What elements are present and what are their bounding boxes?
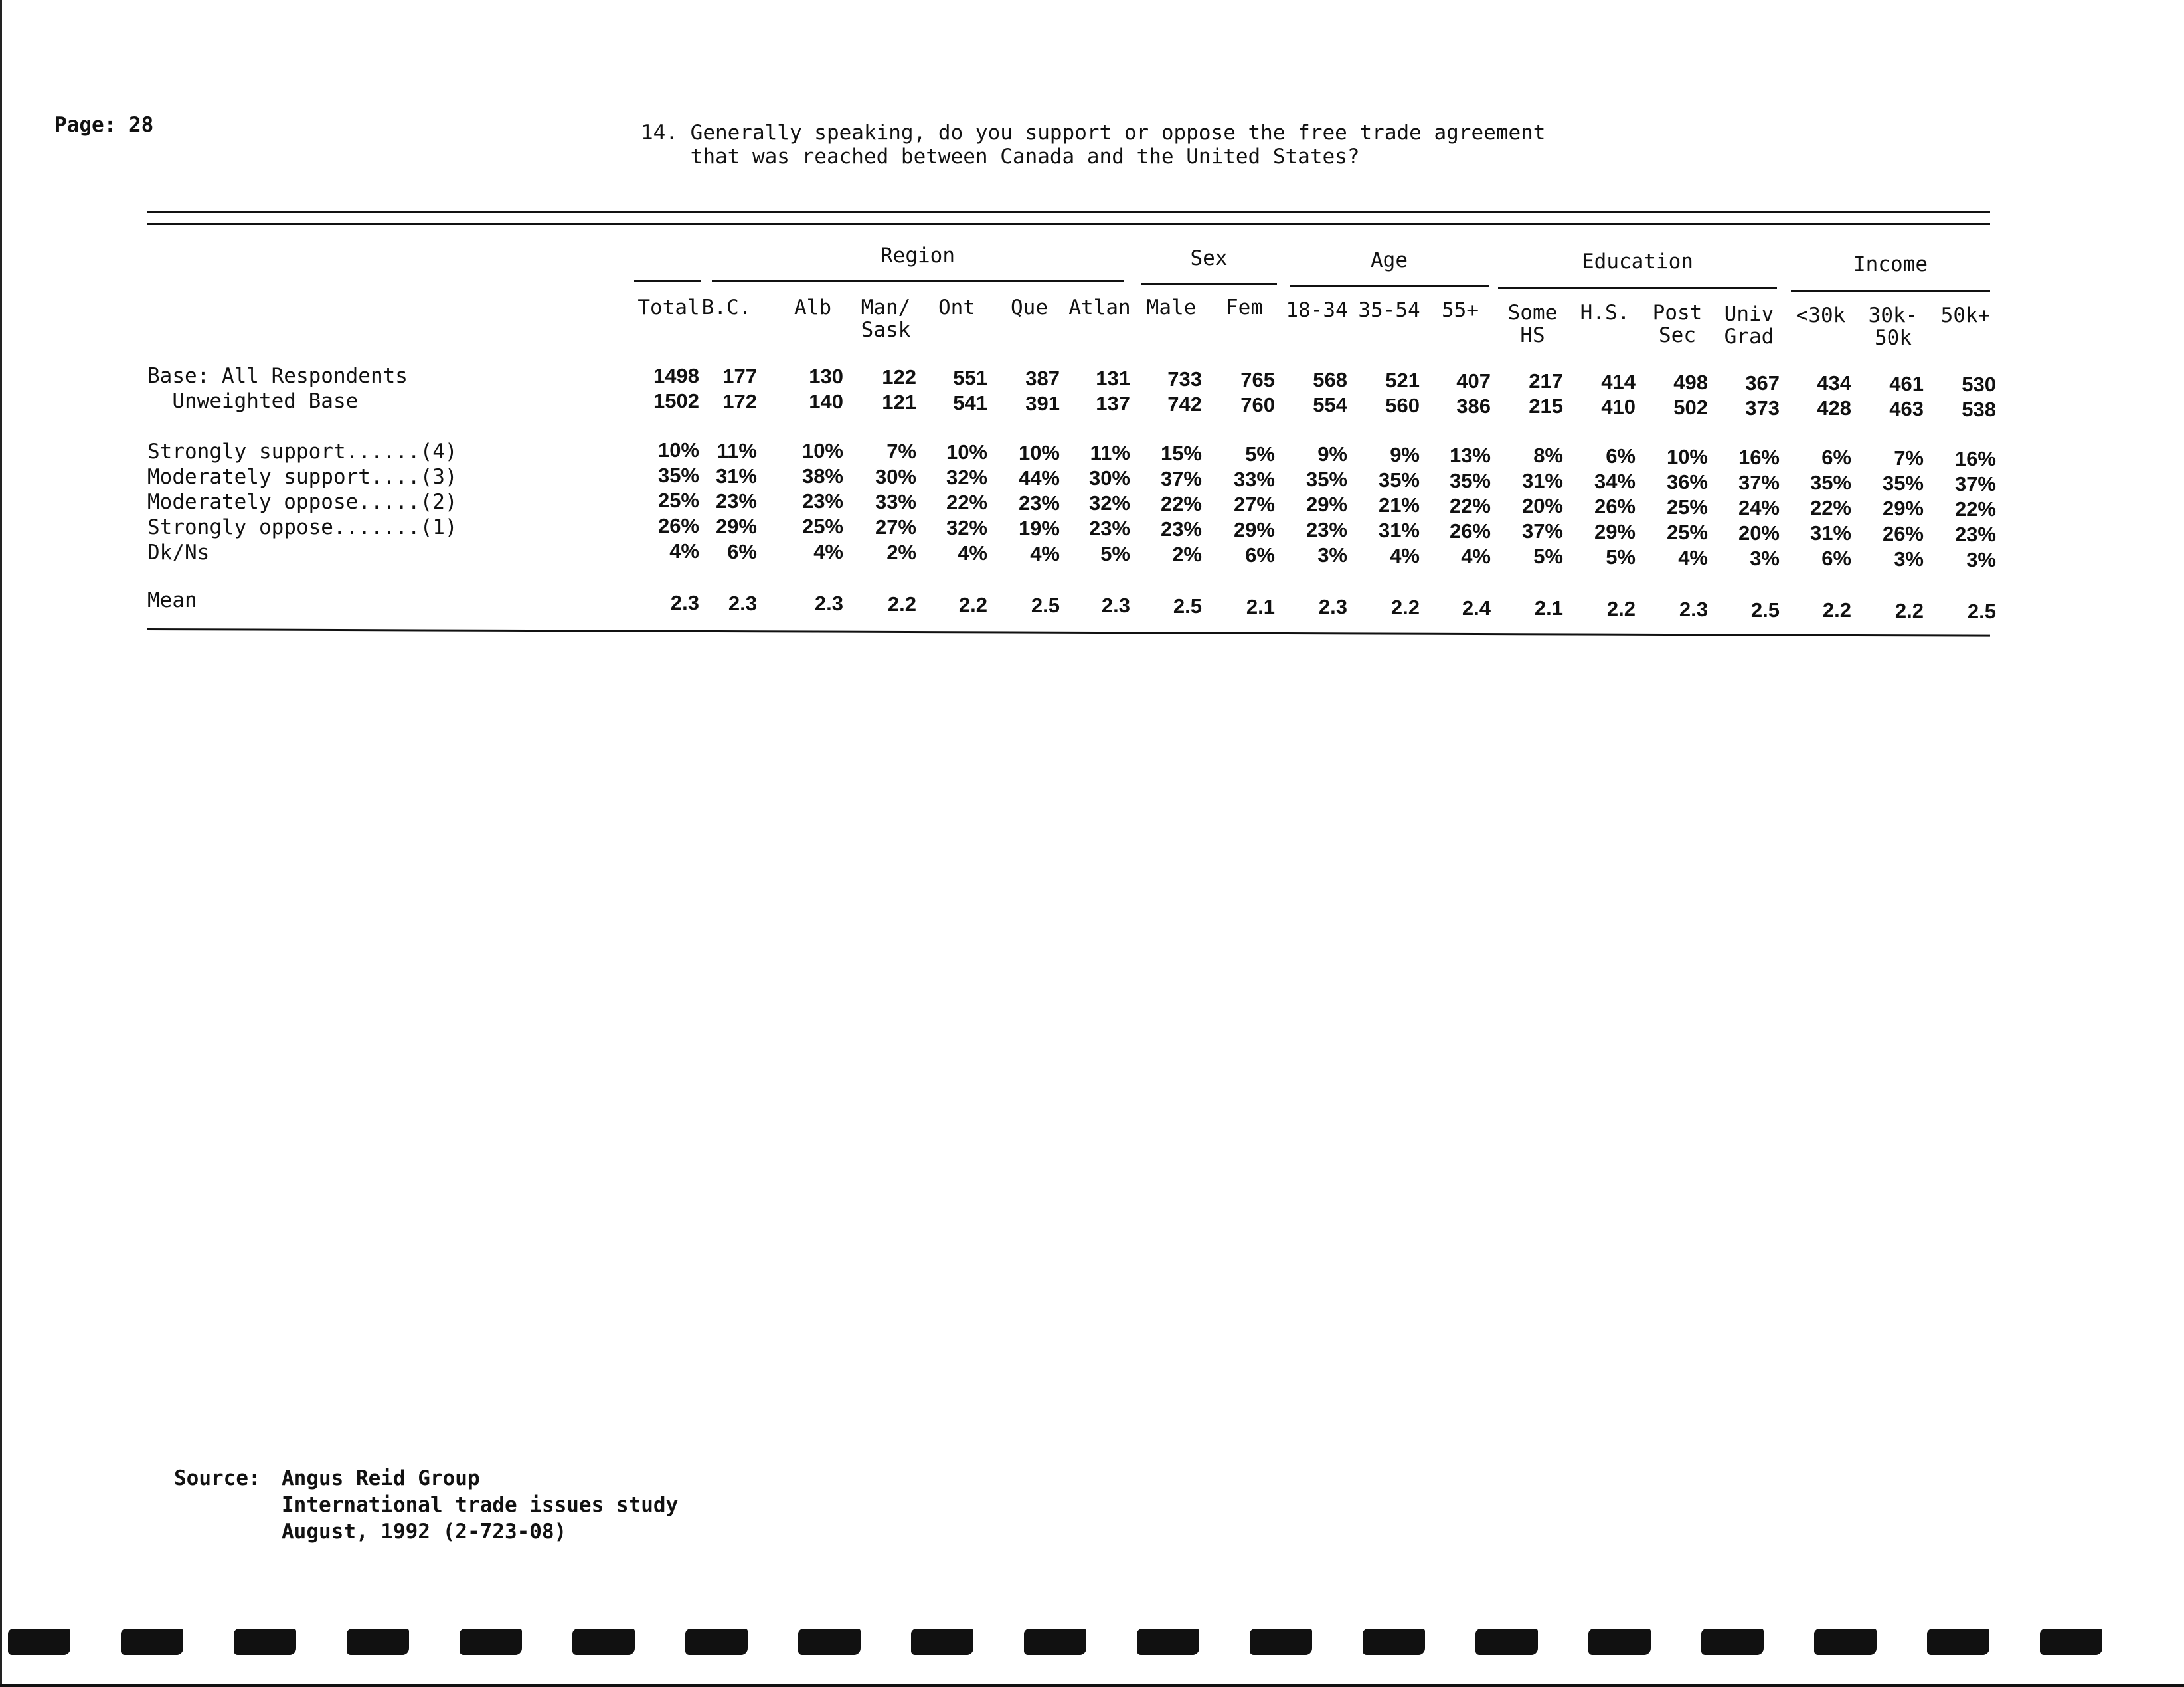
table-cell: 32% [1088, 491, 1130, 515]
binder-mark [234, 1629, 296, 1655]
column-header [1569, 302, 1641, 324]
table-cell: 407 [1456, 369, 1491, 393]
table-cell: 177 [722, 364, 757, 388]
group-header-region: Region [881, 244, 955, 268]
table-cell: 2.2 [887, 592, 916, 616]
table-cell: 37% [1954, 472, 1996, 495]
table-cell: 23% [715, 489, 757, 513]
table-cell: 23% [1018, 491, 1060, 515]
table-cell: 2.2 [1606, 597, 1636, 621]
column-header-line-1: Ont [938, 296, 975, 319]
column-header-line-1: 55+ [1442, 298, 1479, 322]
table-cell: 2.5 [1031, 593, 1060, 617]
group-header-age: Age [1371, 248, 1408, 272]
table-cell: 7% [886, 440, 916, 464]
column-header [1064, 296, 1135, 319]
table-cell: 27% [1233, 492, 1275, 516]
column-header-line-1: Man/ [861, 296, 911, 319]
column-header [850, 296, 922, 341]
column-header-line-2: 50k [1875, 326, 1912, 350]
table-cell: 31% [715, 464, 757, 488]
table-cell: 4% [1678, 545, 1708, 569]
table-cell: 428 [1817, 397, 1851, 420]
table-cell: 217 [1529, 369, 1563, 393]
binder-marks [0, 1629, 2184, 1662]
table-cell: 29% [1882, 496, 1924, 520]
column-header-line-1: Atlan [1068, 296, 1131, 319]
table-cell: 35% [1449, 468, 1491, 492]
table-cell: 23% [801, 489, 843, 513]
table-cell: 31% [1809, 521, 1851, 545]
row-label-moderately-oppose: Moderately oppose.....(2) [147, 490, 458, 514]
table-cell: 3% [1317, 543, 1347, 567]
table-cell: 2.3 [728, 591, 757, 615]
table-cell: 498 [1673, 370, 1708, 394]
column-header-line-2: HS [1520, 323, 1545, 347]
table-cell: 21% [1378, 493, 1420, 517]
table-cell: 2.5 [1750, 598, 1780, 622]
column-header-line-2: Sask [861, 318, 911, 342]
table-cell: 10% [657, 438, 699, 462]
table-cell: 10% [801, 439, 843, 463]
column-header-line-2: Grad [1724, 325, 1774, 349]
group-underline-income [1791, 290, 1990, 292]
table-cell: 2.2 [1894, 598, 1924, 622]
table-cell: 2.3 [1101, 594, 1130, 618]
table-cell: 32% [946, 465, 987, 489]
table-cell: 463 [1889, 397, 1924, 420]
column-header-line-1: 35-54 [1358, 298, 1420, 322]
column-header [993, 296, 1065, 319]
table-cell: 8% [1533, 444, 1563, 468]
table-cell: 172 [722, 389, 757, 413]
table-cell: 5% [1100, 542, 1130, 566]
column-header-line-2: Sec [1659, 323, 1696, 347]
table-cell: 121 [882, 391, 916, 414]
table-cell: 37% [1160, 466, 1202, 490]
group-header-sex: Sex [1190, 246, 1228, 270]
table-cell: 16% [1738, 445, 1780, 469]
table-cell: 2.2 [1390, 596, 1420, 620]
table-cell: 38% [801, 464, 843, 488]
table-cell: 7% [1894, 446, 1924, 470]
table-cell: 1498 [653, 364, 699, 387]
table-cell: 16% [1954, 446, 1996, 470]
table-cell: 4% [813, 540, 843, 564]
table-cell: 29% [715, 514, 757, 538]
table-cell: 2.4 [1462, 596, 1491, 620]
group-underline-age [1290, 285, 1489, 287]
column-header [1424, 299, 1496, 321]
column-header [1281, 299, 1353, 321]
table-cell: 131 [1096, 367, 1130, 391]
table-cell: 5% [1533, 545, 1563, 569]
page-number: Page: 28 [54, 113, 154, 137]
table-cell: 2.3 [1679, 597, 1708, 621]
source-line-1: Angus Reid Group [282, 1466, 480, 1490]
table-cell: 35% [1378, 468, 1420, 492]
binder-mark [685, 1629, 748, 1655]
binder-mark [798, 1629, 861, 1655]
table-cell: 2.2 [1822, 598, 1851, 622]
binder-mark [1701, 1629, 1764, 1655]
table-cell: 541 [953, 391, 987, 414]
table-cell: 554 [1313, 393, 1347, 417]
table-cell: 2.1 [1534, 596, 1563, 620]
source-line-2: International trade issues study [282, 1493, 679, 1517]
table-cell: 733 [1167, 367, 1202, 391]
table-cell: 35% [1809, 471, 1851, 495]
table-cell: 22% [1954, 497, 1996, 521]
table-cell: 3% [1894, 547, 1924, 571]
column-header-line-1: <30k [1796, 304, 1846, 327]
table-cell: 391 [1025, 391, 1060, 415]
row-label-strongly-oppose: Strongly oppose.......(1) [147, 515, 458, 539]
group-header-income: Income [1853, 252, 1928, 276]
table-cell: 2.5 [1967, 599, 1996, 623]
row-label-base: Base: All Respondents [147, 364, 408, 388]
column-header [1641, 302, 1713, 347]
table-cell: 5% [1245, 442, 1275, 466]
table-cell: 2.3 [1318, 595, 1347, 619]
column-header-line-1: Post [1652, 301, 1703, 325]
table-cell: 6% [1821, 446, 1851, 470]
question-line-1: 14. Generally speaking, do you support or oppose the free trade agreement [641, 121, 1546, 145]
table-cell: 6% [1606, 444, 1636, 468]
table-cell: 35% [657, 464, 699, 487]
table-cell: 37% [1738, 470, 1780, 494]
source-label: Source: [174, 1466, 261, 1490]
table-cell: 25% [657, 489, 699, 512]
table-cell: 30% [875, 465, 916, 489]
table-cell: 26% [657, 514, 699, 537]
table-cell: 3% [1750, 546, 1780, 570]
table-cell: 25% [1666, 495, 1708, 519]
binder-mark [460, 1629, 522, 1655]
table-cell: 36% [1666, 470, 1708, 493]
table-cell: 6% [1245, 543, 1275, 567]
table-cell: 4% [958, 541, 987, 565]
table-cell: 10% [946, 440, 987, 464]
table-cell: 3% [1966, 547, 1996, 571]
column-header [1353, 299, 1425, 321]
binder-mark [1137, 1629, 1199, 1655]
column-header-line-1: Some [1507, 301, 1558, 325]
table-cell: 27% [875, 515, 916, 539]
table-cell: 387 [1025, 366, 1060, 390]
table-cell: 35% [1305, 468, 1347, 491]
table-cell: 44% [1018, 466, 1060, 489]
binder-mark [2040, 1629, 2102, 1655]
table-cell: 538 [1962, 397, 1996, 421]
table-cell: 765 [1240, 367, 1275, 391]
table-cell: 35% [1882, 471, 1924, 495]
table-cell: 521 [1385, 369, 1420, 393]
column-header-line-1: Univ [1724, 302, 1774, 326]
table-cell: 122 [882, 365, 916, 389]
table-cell: 6% [727, 539, 757, 563]
column-header-line-1: Que [1011, 296, 1048, 319]
table-cell: 32% [946, 515, 987, 539]
column-header-line-1: 50k+ [1940, 304, 1991, 327]
column-header-line-1: Alb [794, 296, 831, 319]
table-cell: 9% [1390, 443, 1420, 467]
table-cell: 9% [1317, 442, 1347, 466]
binder-mark [1814, 1629, 1877, 1655]
table-cell: 13% [1449, 443, 1491, 467]
question-line-2: that was reached between Canada and the United States? [641, 145, 1360, 169]
table-cell: 29% [1233, 517, 1275, 541]
table-cell: 31% [1521, 469, 1563, 493]
table-cell: 560 [1385, 394, 1420, 418]
page-bottom-rule [0, 1684, 2184, 1687]
table-top-rule-2 [147, 223, 1990, 225]
table-cell: 414 [1601, 370, 1636, 394]
group-underline-education [1498, 287, 1777, 289]
column-header [1930, 304, 2001, 327]
table-cell: 2.3 [670, 591, 699, 614]
table-cell: 2.1 [1246, 594, 1275, 618]
column-header-line-1: B.C. [701, 296, 752, 319]
table-cell: 22% [1449, 493, 1491, 517]
table-cell: 26% [1594, 495, 1636, 519]
table-cell: 4% [669, 539, 699, 563]
table-cell: 23% [1305, 518, 1347, 542]
table-cell: 568 [1313, 368, 1347, 392]
column-header [1135, 296, 1207, 319]
table-cell: 215 [1529, 395, 1563, 418]
table-cell: 24% [1738, 495, 1780, 519]
table-cell: 2% [1172, 542, 1202, 566]
column-header [921, 296, 993, 319]
table-cell: 742 [1167, 392, 1202, 416]
row-label-dkns: Dk/Ns [147, 541, 210, 565]
column-header-line-1: Total [637, 296, 700, 319]
binder-mark [347, 1629, 409, 1655]
table-cell: 20% [1738, 521, 1780, 545]
table-cell: 1502 [653, 389, 699, 412]
table-cell: 26% [1449, 519, 1491, 543]
table-bottom-rule [147, 628, 1990, 637]
binder-mark [121, 1629, 183, 1655]
column-header [691, 296, 762, 319]
column-header [1209, 296, 1280, 319]
table-cell: 25% [801, 515, 843, 539]
table-cell: 130 [809, 365, 843, 389]
table-cell: 10% [1018, 440, 1060, 464]
table-cell: 26% [1882, 521, 1924, 545]
table-cell: 502 [1673, 395, 1708, 419]
table-cell: 11% [716, 438, 757, 462]
table-cell: 4% [1030, 541, 1060, 565]
table-cell: 20% [1521, 494, 1563, 518]
column-header-line-1: H.S. [1580, 301, 1630, 325]
column-header-line-1: 18-34 [1286, 298, 1348, 322]
table-cell: 2% [886, 541, 916, 565]
table-cell: 23% [1954, 522, 1996, 546]
table-cell: 410 [1601, 395, 1636, 419]
table-cell: 760 [1240, 393, 1275, 416]
table-cell: 11% [1090, 441, 1130, 465]
table-cell: 15% [1160, 441, 1202, 465]
table-cell: 5% [1606, 545, 1636, 569]
binder-mark [1024, 1629, 1086, 1655]
table-cell: 4% [1461, 544, 1491, 568]
binder-mark [1250, 1629, 1312, 1655]
table-cell: 10% [1666, 444, 1708, 468]
row-label-strongly-support: Strongly support......(4) [147, 440, 458, 464]
table-cell: 2.2 [958, 592, 987, 616]
column-header-line-1: 30k- [1868, 304, 1918, 327]
table-cell: 29% [1305, 493, 1347, 517]
table-cell: 33% [875, 490, 916, 514]
binder-mark [8, 1629, 70, 1655]
row-label-mean: Mean [147, 588, 197, 612]
page-left-edge [0, 0, 2, 1687]
table-cell: 37% [1521, 519, 1563, 543]
table-cell: 30% [1088, 466, 1130, 490]
table-cell: 4% [1390, 544, 1420, 568]
binder-mark [572, 1629, 635, 1655]
total-underline [634, 280, 701, 282]
binder-mark [1363, 1629, 1425, 1655]
column-header [1785, 304, 1857, 327]
table-cell: 6% [1821, 547, 1851, 571]
column-header [777, 296, 849, 319]
column-header [1857, 304, 1929, 349]
source-line-3: August, 1992 (2-723-08) [282, 1520, 567, 1544]
binder-mark [1927, 1629, 1989, 1655]
table-cell: 22% [1809, 496, 1851, 520]
table-cell: 140 [809, 390, 843, 414]
table-cell: 461 [1889, 371, 1924, 395]
table-cell: 530 [1962, 372, 1996, 396]
group-underline-sex [1141, 283, 1277, 285]
table-cell: 34% [1594, 470, 1636, 493]
binder-mark [1588, 1629, 1651, 1655]
table-cell: 434 [1817, 371, 1851, 395]
question-text [641, 121, 1545, 169]
table-cell: 22% [946, 490, 987, 514]
column-header-line-1: Fem [1226, 296, 1263, 319]
table-cell: 137 [1096, 392, 1130, 416]
table-cell: 31% [1378, 519, 1420, 543]
group-header-education: Education [1582, 250, 1693, 274]
table-cell: 2.5 [1173, 594, 1202, 618]
table-cell: 19% [1018, 516, 1060, 540]
group-underline-region [712, 280, 1124, 282]
binder-mark [1475, 1629, 1538, 1655]
table-cell: 2.3 [814, 592, 843, 616]
table-cell: 373 [1745, 396, 1780, 420]
table-cell: 367 [1745, 371, 1780, 395]
table-cell: 22% [1160, 491, 1202, 515]
column-header [1497, 302, 1568, 347]
table-cell: 23% [1088, 517, 1130, 541]
table-cell: 551 [953, 365, 987, 389]
column-header [1713, 303, 1785, 348]
table-cell: 33% [1233, 467, 1275, 491]
table-top-rule-1 [147, 211, 1990, 213]
table-cell: 25% [1666, 520, 1708, 544]
row-label-moderately-support: Moderately support....(3) [147, 465, 458, 489]
binder-mark [911, 1629, 973, 1655]
column-header-line-1: Male [1146, 296, 1197, 319]
row-label-unweighted: Unweighted Base [147, 389, 359, 413]
table-cell: 386 [1456, 394, 1491, 418]
table-cell: 23% [1160, 517, 1202, 541]
table-cell: 29% [1594, 520, 1636, 544]
